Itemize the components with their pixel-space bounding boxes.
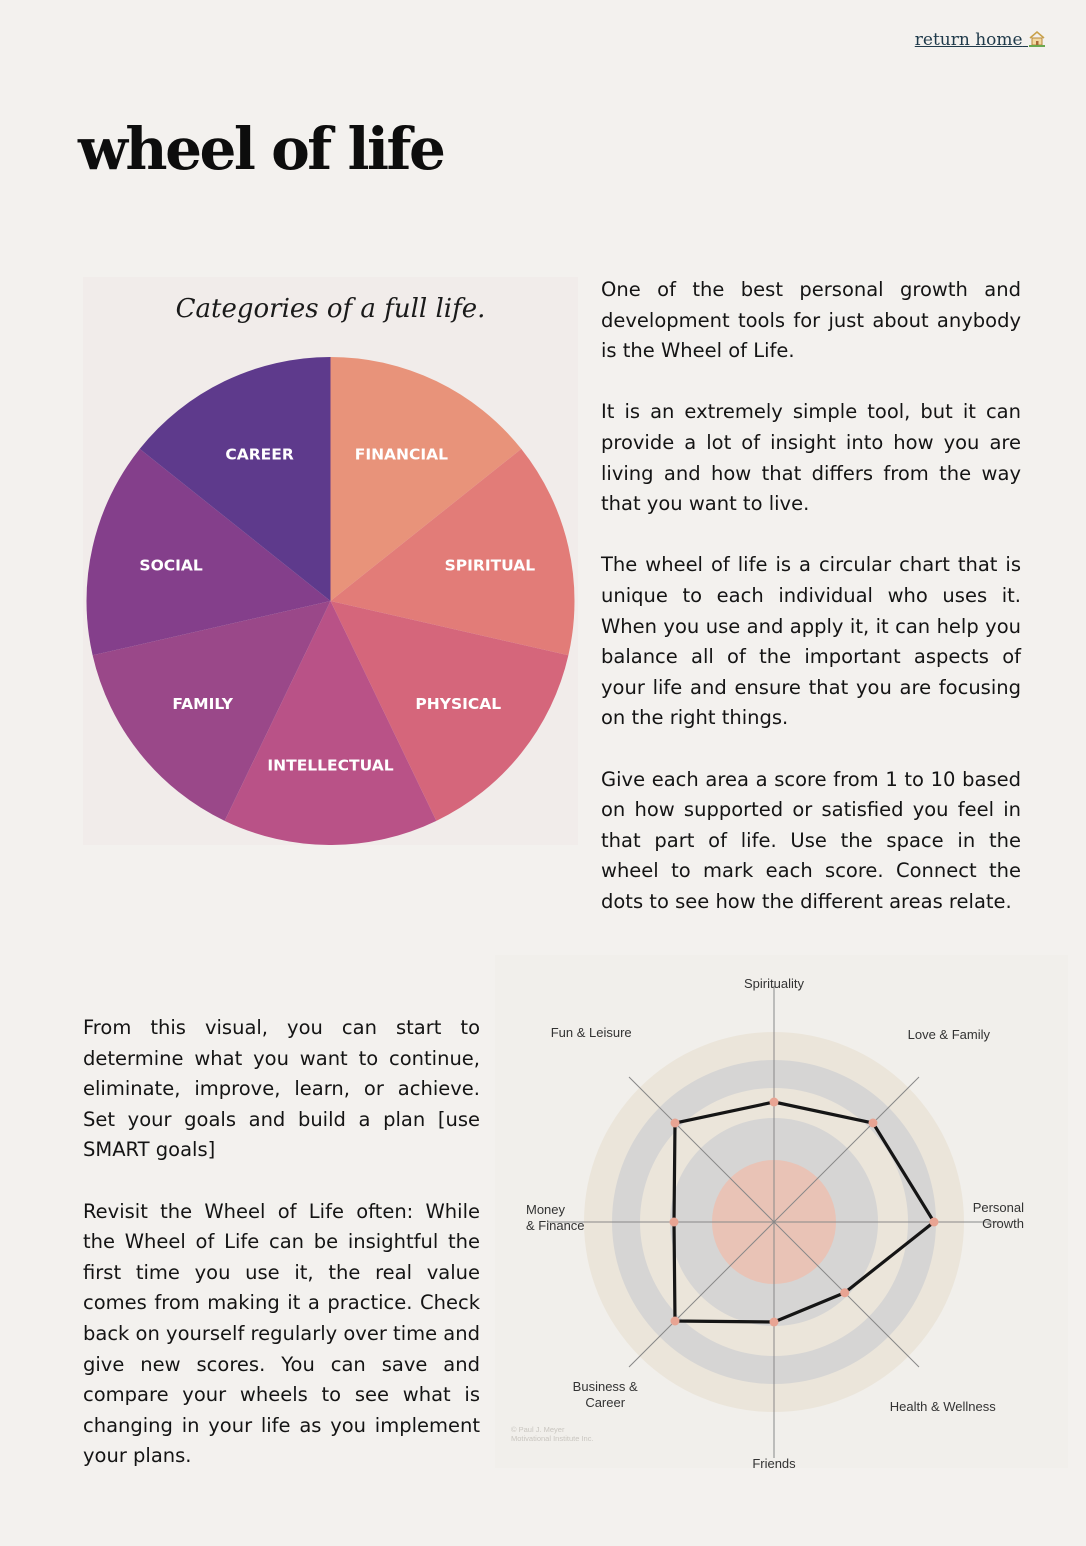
wheel-radar-chart bbox=[495, 955, 1068, 1468]
radar-axis-label bbox=[526, 1202, 585, 1233]
intro-paragraph: Give each area a score from 1 to 10 based on how supported or satisfied you feel in that part of life. Use the space in the wheel to mark each score. Connect the dots to see how the different areas relate. bbox=[601, 767, 1021, 913]
radar-score-point bbox=[869, 1119, 878, 1128]
radar-watermark: © Paul J. Meyer bbox=[511, 1425, 565, 1434]
radar-score-point bbox=[670, 1218, 679, 1227]
pie-label-spiritual: SPIRITUAL bbox=[444, 556, 536, 575]
intro-paragraph: One of the best personal growth and development tools for just about anybody is the Wheel of Life. bbox=[601, 278, 1021, 363]
radar-axis-label-line: Business & bbox=[572, 1378, 638, 1394]
radar-score-point bbox=[671, 1119, 680, 1128]
radar-score-point bbox=[930, 1218, 939, 1227]
categories-pie-chart bbox=[83, 277, 578, 845]
pie-label-career: CAREER bbox=[225, 445, 294, 464]
intro-paragraph: It is an extremely simple tool, but it can provide a lot of insight into how you are living and how that differs from the way that you want to live. bbox=[601, 400, 1021, 516]
radar-axis-label bbox=[908, 1027, 991, 1042]
radar-watermark: Motivational Institute Inc. bbox=[511, 1434, 594, 1443]
radar-axis-label bbox=[752, 1456, 796, 1468]
radar-axis-label-line: Health & Wellness bbox=[889, 1398, 996, 1414]
pie-label-physical: PHYSICAL bbox=[415, 694, 502, 713]
radar-axis-label-line: Growth bbox=[982, 1216, 1024, 1231]
radar-axis-label-line: Money bbox=[526, 1202, 566, 1217]
radar-score-point bbox=[840, 1288, 849, 1297]
pie-label-financial: FINANCIAL bbox=[354, 445, 449, 464]
pie-label-social: SOCIAL bbox=[139, 556, 203, 575]
radar-axis-label-line: & Finance bbox=[526, 1218, 585, 1233]
radar-score-point bbox=[770, 1098, 779, 1107]
radar-axis-label bbox=[573, 1379, 638, 1410]
radar-axis-label-line: Friends bbox=[752, 1456, 796, 1468]
goals-text bbox=[83, 1013, 480, 1472]
radar-score-point bbox=[671, 1317, 680, 1326]
radar-axis-label-line: Fun & Leisure bbox=[550, 1025, 632, 1041]
return-home-link[interactable] bbox=[915, 30, 1046, 50]
pie-label-intellectual: INTELLECTUAL bbox=[267, 756, 394, 775]
radar-axis-label-line: Love & Family bbox=[907, 1027, 990, 1043]
page-title: wheel of life bbox=[78, 115, 444, 183]
goals-paragraph: Revisit the Wheel of Life often: While the Wheel of Life can be insightful the first time you use it, the real value comes from making it a practice. Check back on yourself regularly over time and give new scores. You can save and compare your wheels to see what is changing in your life as you implement your plans. bbox=[83, 1199, 480, 1468]
radar-score-point bbox=[770, 1318, 779, 1327]
intro-text bbox=[601, 275, 1021, 917]
return-home-label: return home bbox=[914, 30, 1023, 50]
pie-title: Categories of a full life. bbox=[175, 294, 486, 324]
pie-label-family: FAMILY bbox=[172, 694, 234, 713]
radar-axis-label-line: Personal bbox=[972, 1200, 1024, 1215]
house-with-garden-icon bbox=[1028, 30, 1046, 47]
intro-paragraph: The wheel of life is a circular chart that is unique to each individual who uses it. When you use and apply it, it can help you balance all of the important aspects of your life and ensure that you are focusing on the right things. bbox=[601, 553, 1021, 730]
radar-axis-label bbox=[890, 1399, 996, 1414]
goals-paragraph: From this visual, you can start to determine what you want to continue, eliminate, improve, learn, or achieve. Set your goals and build a plan [use SMART goals] bbox=[83, 1016, 480, 1162]
radar-axis-label-line: Career bbox=[585, 1394, 626, 1410]
radar-axis-label bbox=[551, 1025, 632, 1040]
radar-axis-label bbox=[744, 976, 804, 991]
radar-axis-label-line: Spirituality bbox=[744, 976, 804, 991]
radar-axis-label bbox=[973, 1200, 1024, 1231]
